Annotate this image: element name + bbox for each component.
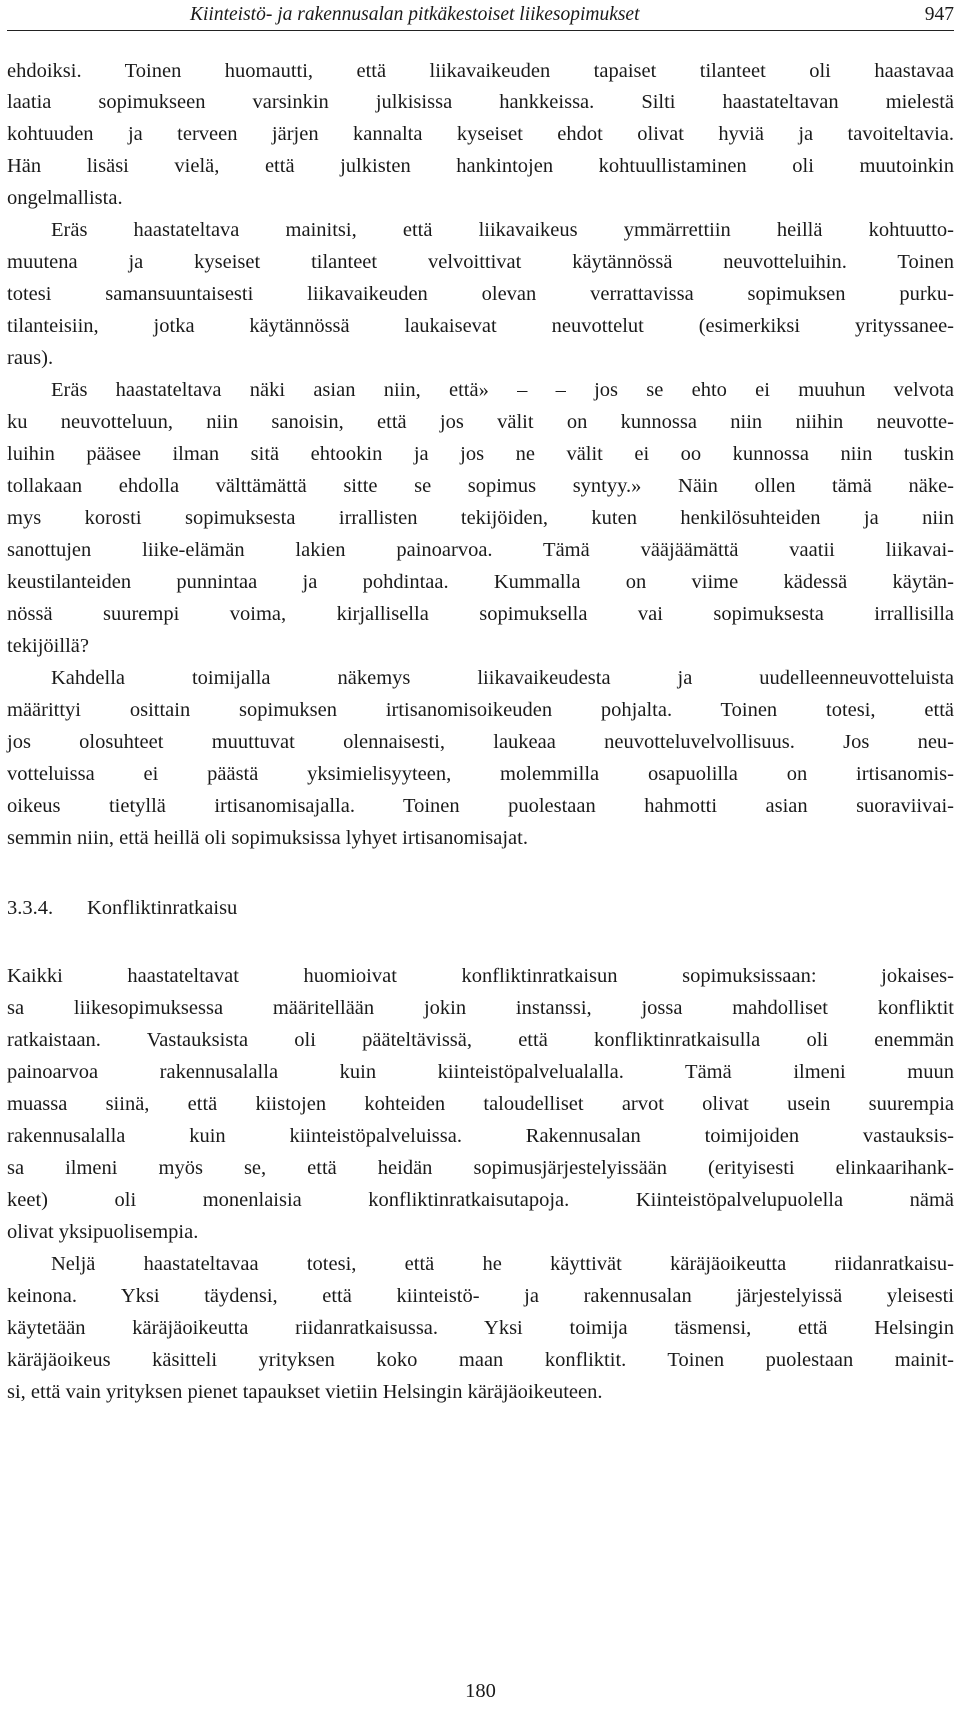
section-line: ratkaistaan. Vastauksista oli pääteltävissä, että konfliktinratkaisulla oli enemmän [7, 1029, 954, 1051]
body-line: keustilanteiden punnintaa ja pohdintaa. Kummalla on viime kädessä käytän- [7, 571, 954, 593]
body-line: ehdoiksi. Toinen huomautti, että liikavaikeuden tapaiset tilanteet oli haastavaa [7, 60, 954, 82]
body-line: totesi samansuuntaisesti liikavaikeuden olevan verrattavissa sopimuksen purku- [7, 283, 954, 305]
body-line: tekijöillä? [7, 635, 89, 657]
body-line: kohtuuden ja terveen järjen kannalta kyseiset ehdot olivat hyviä ja tavoiteltavia. [7, 123, 954, 145]
section-line: Neljä haastateltavaa totesi, että he käyttivät käräjäoikeutta riidanratkaisu- [51, 1253, 954, 1275]
section-line: käräjäoikeus käsitteli yrityksen koko maan konfliktit. Toinen puolestaan mainit- [7, 1349, 954, 1371]
section-line: sa liikesopimuksessa määritellään jokin instanssi, jossa mahdolliset konfliktit [7, 997, 954, 1019]
section-line: käytetään käräjäoikeutta riidanratkaisussa. Yksi toimija täsmensi, että Helsingin [7, 1317, 954, 1339]
body-line: oikeus tietyllä irtisanomisajalla. Toinen puolestaan hahmotti asian suoraviivai- [7, 795, 954, 817]
body-line: Eräs haastateltava näki asian niin, että» – – jos se ehto ei muuhun velvota [51, 379, 954, 401]
section-line: olivat yksipuolisempia. [7, 1221, 199, 1243]
body-line: Kahdella toimijalla näkemys liikavaikeudesta ja uudelleenneuvotteluista [51, 667, 954, 689]
section-line: si, että vain yrityksen pienet tapaukset vietiin Helsingin käräjäoikeuteen. [7, 1381, 603, 1403]
section-line: muassa siinä, että kiistojen kohteiden taloudelliset arvot olivat usein suurempia [7, 1093, 954, 1115]
body-line: nössä suurempi voima, kirjallisella sopimuksella vai sopimuksesta irrallisilla [7, 603, 954, 625]
body-line: sanottujen liike-elämän lakien painoarvoa. Tämä vääjäämättä vaatii liikavai- [7, 539, 954, 561]
body-line: mys korosti sopimuksesta irrallisten tekijöiden, kuten henkilösuhteiden ja niin [7, 507, 954, 529]
section-line: sa ilmeni myös se, että heidän sopimusjärjestelyissään (erityisesti elinkaarihank- [7, 1157, 954, 1179]
section-line: keet) oli monenlaisia konfliktinratkaisutapoja. Kiinteistöpalvelupuolella nämä [7, 1189, 954, 1211]
body-line: raus). [7, 347, 54, 369]
running-header [7, 2, 954, 31]
body-line: laatia sopimukseen varsinkin julkisissa hankkeissa. Silti haastateltavan mielestä [7, 91, 954, 113]
body-line: jos olosuhteet muuttuvat olennaisesti, laukeaa neuvotteluvelvollisuus. Jos neu- [7, 731, 954, 753]
body-line: votteluissa ei päästä yksimielisyyteen, molemmilla osapuolilla on irtisanomis- [7, 763, 954, 785]
running-header-page-number: 947 [924, 4, 954, 25]
section-number: 3.3.4. [7, 897, 54, 919]
running-header-title: Kiinteistö- ja rakennusalan pitkäkestoiset liikesopimukset [190, 4, 640, 25]
body-line: ongelmallista. [7, 187, 123, 209]
body-line: ku neuvotteluun, niin sanoisin, että jos välit on kunnossa niin niihin neuvotte- [7, 411, 954, 433]
body-line: Eräs haastateltava mainitsi, että liikavaikeus ymmärrettiin heillä kohtuutto- [51, 219, 954, 241]
section-line: Kaikki haastateltavat huomioivat konfliktinratkaisun sopimuksissaan: jokaises- [7, 965, 954, 987]
section-title: Konfliktinratkaisu [87, 897, 238, 919]
body-line: Hän lisäsi vielä, että julkisten hankintojen kohtuullistaminen oli muutoinkin [7, 155, 954, 177]
body-line: luihin pääsee ilman sitä ehtookin ja jos ne välit ei oo kunnossa niin tuskin [7, 443, 954, 465]
document-page [7, 0, 954, 1714]
body-line: muutena ja kyseiset tilanteet velvoittivat käytännössä neuvotteluihin. Toinen [7, 251, 954, 273]
body-line: määrittyi osittain sopimuksen irtisanomisoikeuden pohjalta. Toinen totesi, että [7, 699, 954, 721]
body-line: tilanteisiin, jotka käytännössä laukaisevat neuvottelut (esimerkiksi yrityssanee- [7, 315, 954, 337]
section-line: keinona. Yksi täydensi, että kiinteistö- ja rakennusalan järjestelyissä yleisesti [7, 1285, 954, 1307]
page-number: 180 [465, 1680, 496, 1702]
body-line: tollakaan ehdolla välttämättä sitte se sopimus syntyy.» Näin ollen tämä näke- [7, 475, 954, 497]
section-line: rakennusalalla kuin kiinteistöpalveluissa. Rakennusalan toimijoiden vastauksis- [7, 1125, 954, 1147]
section-line: painoarvoa rakennusalalla kuin kiinteistöpalvelualalla. Tämä ilmeni muun [7, 1061, 954, 1083]
body-line: semmin niin, että heillä oli sopimuksissa lyhyet irtisanomisajat. [7, 827, 528, 849]
section-heading [7, 893, 237, 923]
